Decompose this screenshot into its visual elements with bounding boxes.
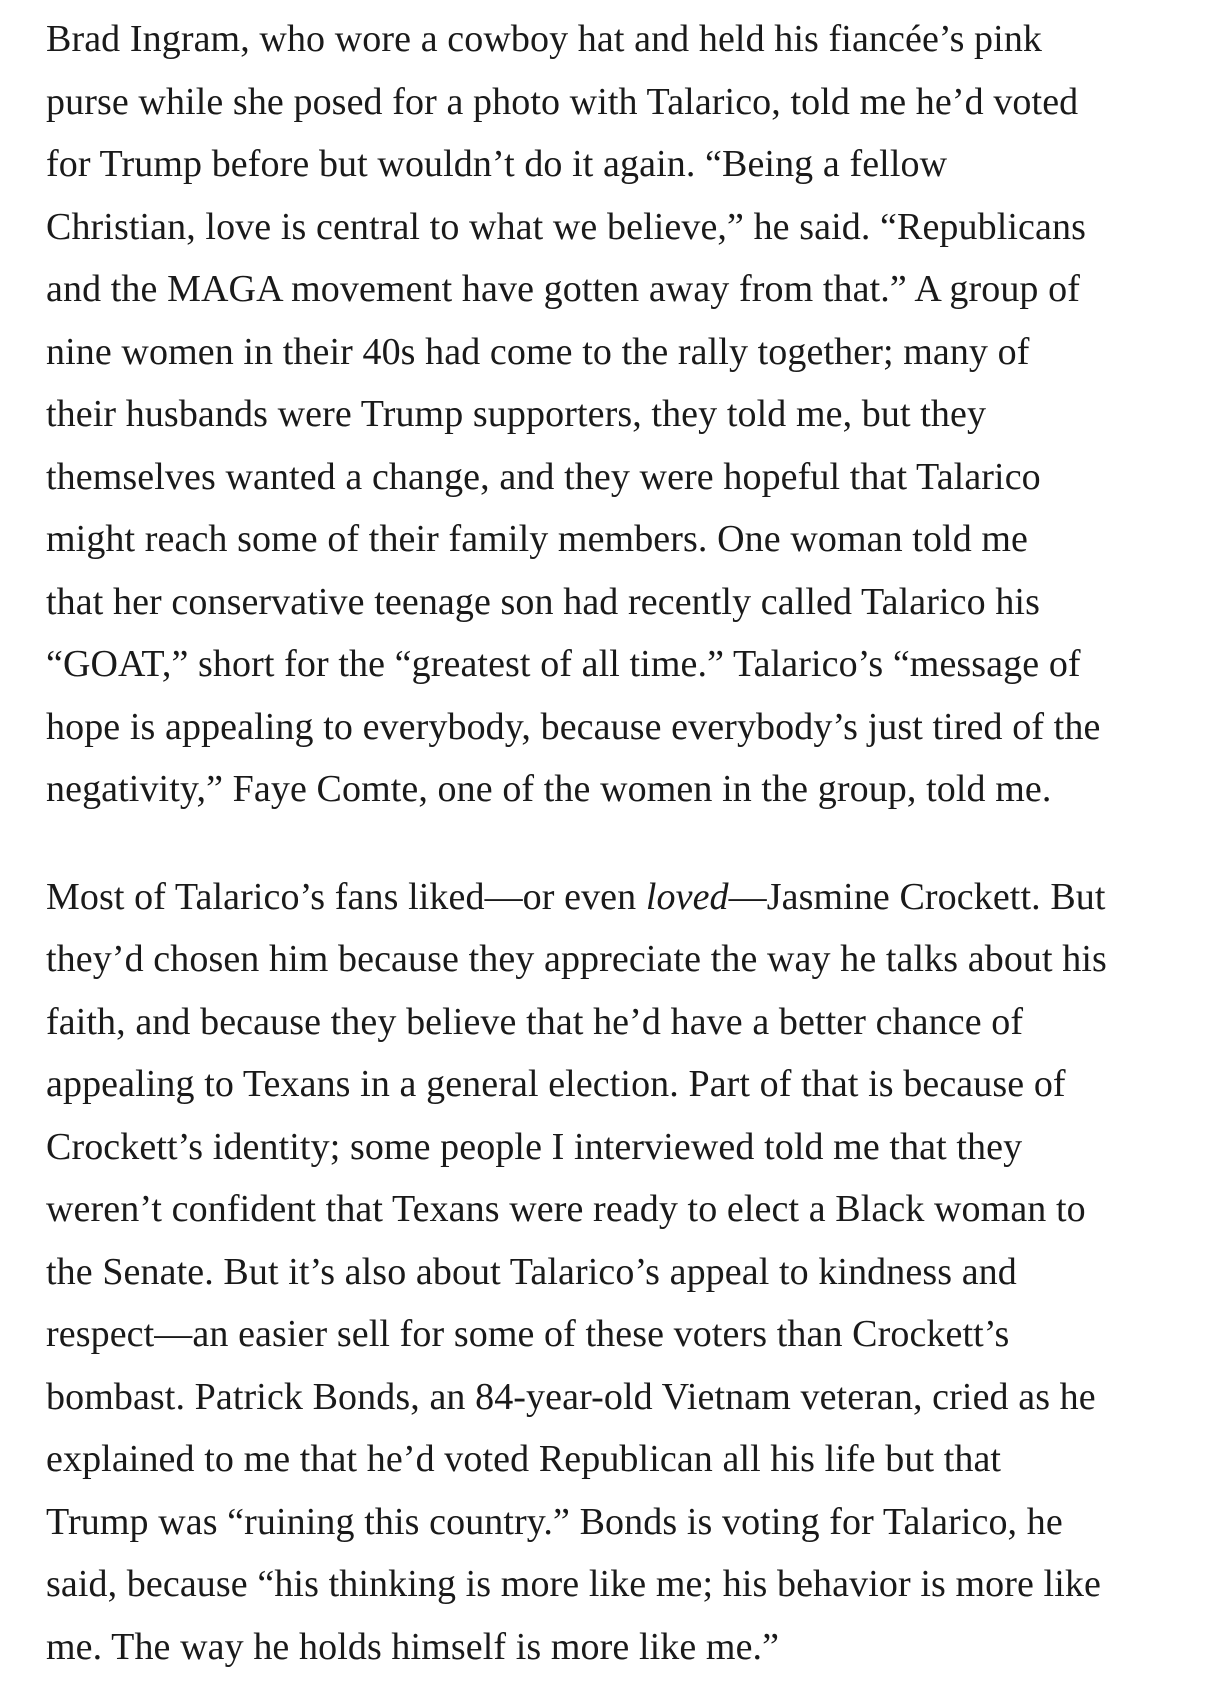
text-line: might reach some of their family members. One woman told me	[46, 518, 1029, 560]
article-body	[46, 8, 1176, 1678]
text-line: they’d chosen him because they appreciate the way he talks about his	[46, 938, 1107, 980]
text-run: Most of Talarico’s fans liked—or even	[46, 875, 646, 918]
text-line: “GOAT,” short for the “greatest of all time.” Talarico’s “message of	[46, 643, 1081, 685]
text-line: purse while she posed for a photo with Talarico, told me he’d voted	[46, 80, 1079, 123]
text-line: Christian, love is central to what we believe,” he said. “Republicans	[46, 205, 1086, 248]
text-line: negativity,” Faye Comte, one of the women in the group, told me.	[46, 768, 1052, 810]
text-line: faith, and because they believe that he’d have a better chance of	[46, 1000, 1024, 1043]
text-line: that her conservative teenage son had recently called Talarico his	[46, 580, 1040, 623]
text-line: respect—an easier sell for some of these voters than Crockett’s	[46, 1313, 1010, 1355]
text-line	[46, 866, 1176, 929]
text-line: Crockett’s identity; some people I interviewed told me that they	[46, 1125, 1023, 1168]
text-line: Brad Ingram, who wore a cowboy hat and held his fiancée’s pink	[46, 18, 1043, 60]
text-line: appealing to Texans in a general election. Part of that is because of	[46, 1063, 1066, 1105]
paragraph	[46, 866, 1176, 1679]
text-line: bombast. Patrick Bonds, an 84-year-old Vietnam veteran, cried as he	[46, 1375, 1096, 1418]
text-line: me. The way he holds himself is more like me.”	[46, 1625, 780, 1668]
text-line: the Senate. But it’s also about Talarico’s appeal to kindness and	[46, 1250, 1017, 1293]
emphasis-text: loved	[645, 875, 729, 918]
text-line: nine women in their 40s had come to the rally together; many of	[46, 330, 1030, 373]
text-line: explained to me that he’d voted Republican all his life but that	[46, 1438, 1002, 1480]
text-line: weren’t confident that Texans were ready to elect a Black woman to	[46, 1188, 1086, 1230]
text-line: Trump was “ruining this country.” Bonds is voting for Talarico, he	[46, 1500, 1063, 1543]
text-line: and the MAGA movement have gotten away from that.” A group of	[46, 268, 1080, 310]
text-line: their husbands were Trump supporters, they told me, but they	[46, 393, 987, 435]
text-line: said, because “his thinking is more like me; his behavior is more like	[46, 1563, 1101, 1605]
text-line: for Trump before but wouldn’t do it again. “Being a fellow	[46, 143, 948, 185]
paragraph	[46, 8, 1176, 821]
text-run: —Jasmine Crockett. But	[728, 875, 1106, 918]
text-line: hope is appealing to everybody, because everybody’s just tired of the	[46, 705, 1101, 748]
text-line: themselves wanted a change, and they were hopeful that Talarico	[46, 455, 1041, 498]
